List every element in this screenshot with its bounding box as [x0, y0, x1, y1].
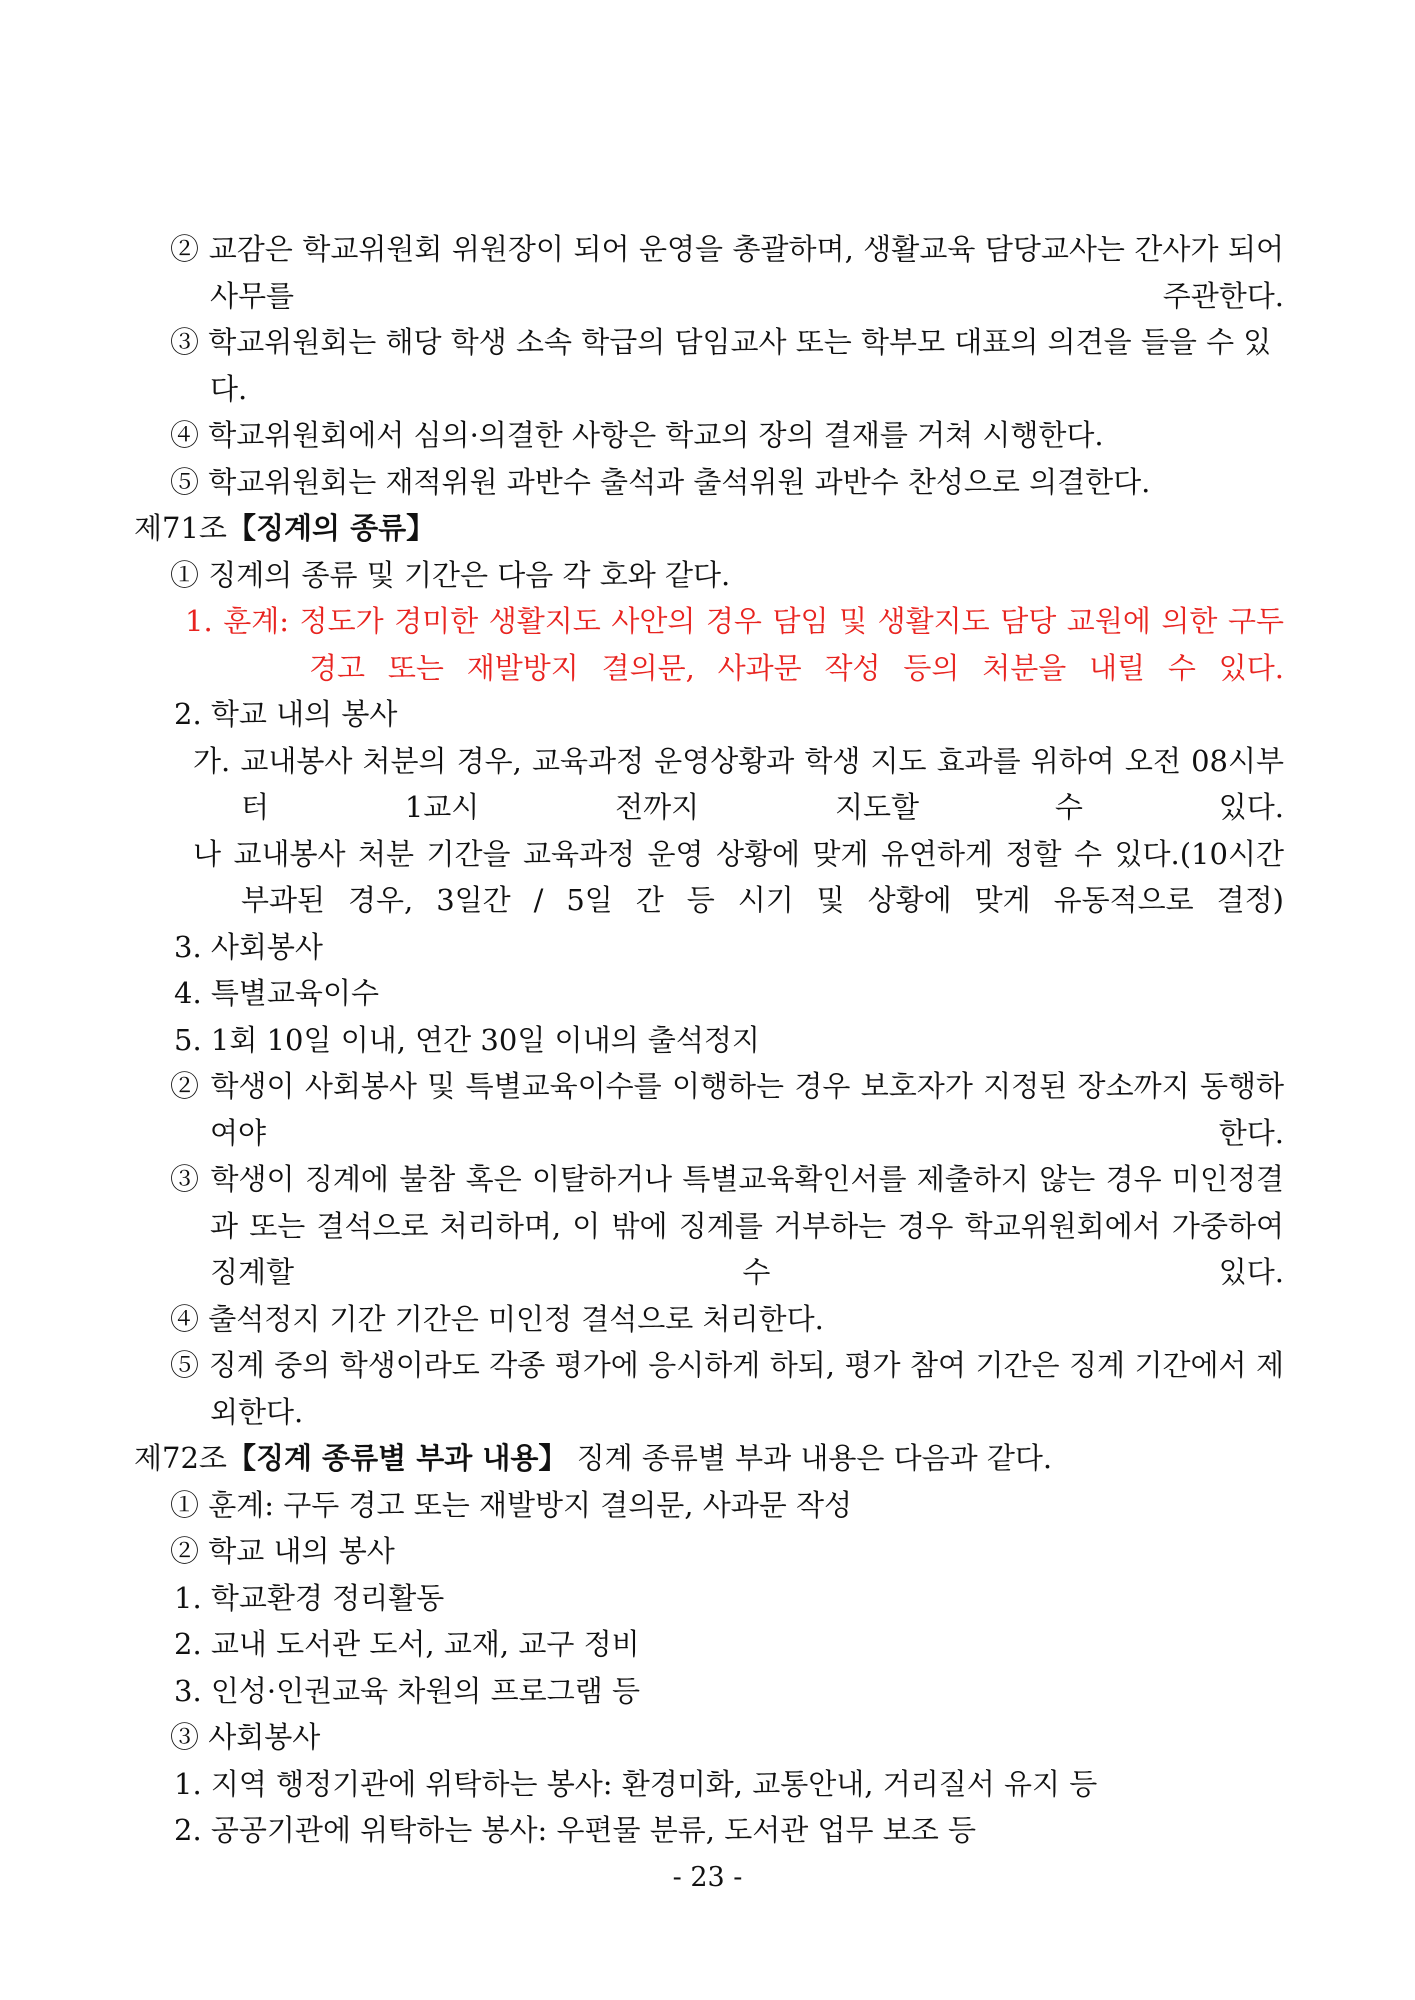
- clause-5-committee-quorum: ⑤ 학교위원회는 재적위원 과반수 출석과 출석위원 과반수 찬성으로 의결한다.: [170, 464, 1151, 499]
- article-71-item-5: 5. 1회 10일 이내, 연간 30일 이내의 출석정지: [174, 1022, 760, 1057]
- page-number: - 23 -: [672, 1862, 743, 1893]
- article-72-clause-2: ② 학교 내의 봉사: [170, 1534, 395, 1568]
- article-72-clause-3-item-1: 1. 지역 행정기관에 위탁하는 봉사: 환경미화, 교통안내, 거리질서 유지 등: [174, 1766, 1098, 1801]
- article-71-clause-2: ② 학생이 사회봉사 및 특별교육이수를 이행하는 경우 보호자가 지정된 장소까지 동행하여야 한다.: [170, 1069, 1284, 1150]
- article-72-clause-3-item-2: 2. 공공기관에 위탁하는 봉사: 우편물 분류, 도서관 업무 보조 등: [174, 1813, 976, 1847]
- article-71-item-4: 4. 특별교육이수: [174, 976, 379, 1010]
- article-71-title: 【징계의 종류】: [226, 511, 436, 545]
- article-71-clause-4: ④ 출석정지 기간 기간은 미인정 결석으로 처리한다.: [170, 1301, 824, 1336]
- article-71-item-2: 2. 학교 내의 봉사: [174, 697, 398, 731]
- clause-4-committee-approval: ④ 학교위원회에서 심의·의결한 사항은 학교의 장의 결재를 거쳐 시행한다.: [170, 418, 1104, 452]
- clause-2-committee-chair: ② 교감은 학교위원회 위원장이 되어 운영을 총괄하며, 생활교육 담당교사는 간사가 되어 사무를 주관한다.: [170, 232, 1284, 313]
- article-72-number: 제72조: [134, 1441, 227, 1475]
- article-71-heading: [134, 505, 1284, 552]
- article-71-item-1-admonition: 1. 훈계: 정도가 경미한 생활지도 사안의 경우 담임 및 생활지도 담당 교원에 의한 구두 경고 또는 재발방지 결의문, 사과문 작성 등의 처분을 내릴 수 있다.: [185, 604, 1284, 685]
- article-72-heading: [134, 1435, 1284, 1482]
- article-71-clause-1: ① 징계의 종류 및 기간은 다음 각 호와 같다.: [170, 557, 731, 592]
- article-71-item-3: 3. 사회봉사: [174, 929, 323, 964]
- article-72-clause-2-item-1: 1. 학교환경 정리활동: [174, 1580, 445, 1615]
- article-72-title: 【징계 종류별 부과 내용】: [226, 1441, 568, 1475]
- article-71-item-2-na: 나 교내봉사 처분 기간을 교육과정 운영 상황에 맞게 유연하게 정할 수 있다.(10시간 부과된 경우, 3일간 / 5일 간 등 시기 및 상황에 맞게 유동적으로 결정): [193, 836, 1284, 917]
- article-72-clause-3: ③ 사회봉사: [170, 1720, 321, 1754]
- clause-3-committee-opinion: ③ 학교위원회는 해당 학생 소속 학급의 담임교사 또는 학부모 대표의 의견을 들을 수 있다.: [170, 325, 1272, 406]
- article-72-clause-2-item-3: 3. 인성·인권교육 차원의 프로그램 등: [174, 1673, 640, 1708]
- article-72-intro: 징계 종류별 부과 내용은 다음과 같다.: [567, 1441, 1053, 1475]
- article-72-clause-1: ① 훈계: 구두 경고 또는 재발방지 결의문, 사과문 작성: [170, 1487, 853, 1522]
- article-71-number: 제71조: [134, 511, 227, 545]
- article-71-item-2-ga: 가. 교내봉사 처분의 경우, 교육과정 운영상황과 학생 지도 효과를 위하여 오전 08시부터 1교시 전까지 지도할 수 있다.: [193, 743, 1284, 824]
- document-body: [134, 226, 1284, 1854]
- article-72-clause-2-item-2: 2. 교내 도서관 도서, 교재, 교구 정비: [174, 1627, 640, 1661]
- article-71-clause-3: ③ 학생이 징계에 불참 혹은 이탈하거나 특별교육확인서를 제출하지 않는 경우 미인정결과 또는 결석으로 처리하며, 이 밖에 징계를 거부하는 경우 학교위원회에서 가중하여 징계할 수 있다.: [170, 1162, 1284, 1289]
- article-71-clause-5: ⑤ 징계 중의 학생이라도 각종 평가에 응시하게 하되, 평가 참여 기간은 징계 기간에서 제외한다.: [170, 1348, 1284, 1429]
